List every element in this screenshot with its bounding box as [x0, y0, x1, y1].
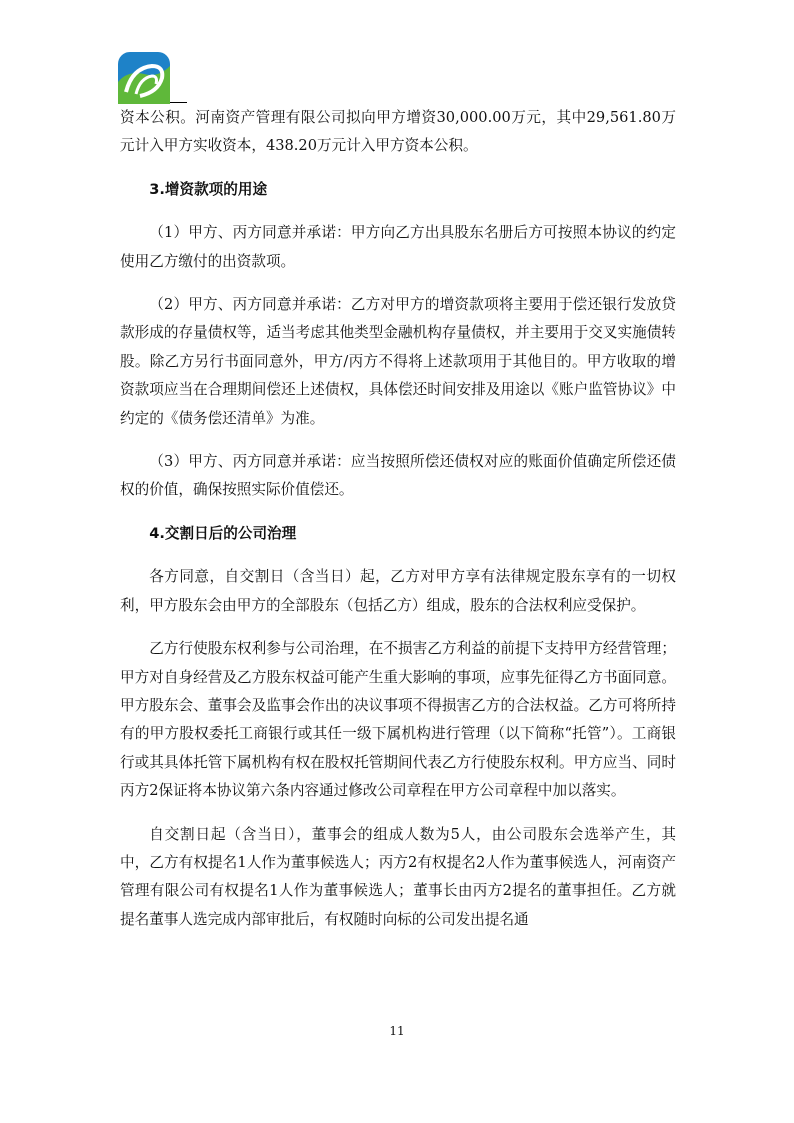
- page-number: 11: [389, 1024, 405, 1038]
- paragraph-governance: 乙方行使股东权利参与公司治理，在不损害乙方利益的前提下支持甲方经营管理；甲方对自身经营及乙方股东权益可能产生重大影响的事项，应事先征得乙方书面同意。甲方股东会、董事会及监事会作出的决议事项不得损害乙方的合法权益。乙方可将所持有的甲方股权委托工商银行或其任一级下属机构进行管理（以下简称“托管”）。工商银行或其具体托管下属机构有权在股权托管期间代表乙方行使股东权利。甲方应当、同时丙方2保证将本协议第六条内容通过修改公司章程在甲方公司章程中加以落实。: [120, 640, 676, 800]
- paragraph-clause-3: （3）甲方、丙方同意并承诺：应当按照所偿还债权对应的账面价值确定所偿还债权的价值，确保按照实际价值偿还。: [120, 453, 676, 499]
- paragraph-clause-1: （1）甲方、丙方同意并承诺：甲方向乙方出具股东名册后方可按照本协议的约定使用乙方缴付的出资款项。: [120, 224, 676, 270]
- paragraph-shareholder-rights: 各方同意，自交割日（含当日）起，乙方对甲方享有法律规定股东享有的一切权利，甲方股东会由甲方的全部股东（包括乙方）组成，股东的合法权利应受保护。: [120, 568, 676, 614]
- company-logo-icon: [118, 52, 170, 104]
- document-body: [120, 104, 676, 949]
- paragraph-capital-reserve: 资本公积。河南资产管理有限公司拟向甲方增资30,000.00万元，其中29,561.80万元计入甲方实收资本，438.20万元计入甲方资本公积。: [120, 109, 676, 155]
- section-heading-use-of-funds: 3.增资款项的用途: [149, 180, 268, 198]
- section-heading-governance: 4.交割日后的公司治理: [149, 524, 297, 542]
- paragraph-board: 自交割日起（含当日），董事会的组成人数为5人，由公司股东会选举产生，其中，乙方有权提名1人作为董事候选人；丙方2有权提名2人作为董事候选人，河南资产管理有限公司有权提名1人作为董事候选人；董事长由丙方2提名的董事担任。乙方就提名董事人选完成内部审批后，有权随时向标的公司发出提名通: [120, 825, 676, 928]
- header-rule: [170, 102, 187, 103]
- paragraph-clause-2: （2）甲方、丙方同意并承诺：乙方对甲方的增资款项将主要用于偿还银行发放贷款形成的存量债权等，适当考虑其他类型金融机构存量债权，并主要用于交叉实施债转股。除乙方另行书面同意外，甲方/丙方不得将上述款项用于其他目的。甲方收取的增资款项应当在合理期间偿还上述债权，具体偿还时间安排及用途以《账户监管协议》中约定的《债务偿还清单》为准。: [120, 296, 676, 427]
